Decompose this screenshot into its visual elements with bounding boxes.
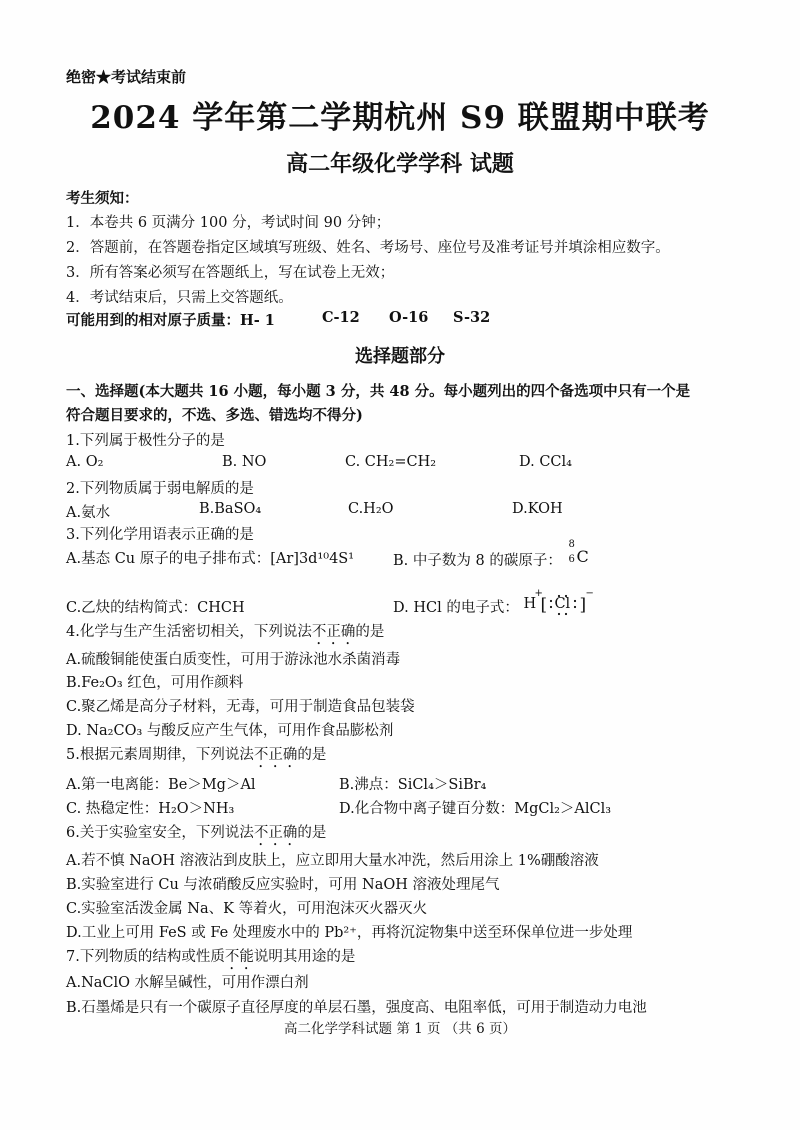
notice-item-4: 4．考试结束后，只需上交答题纸。 — [66, 290, 293, 306]
q5-stem-text: 5.根据元素周期律，下列说法 — [66, 747, 254, 763]
q4-option-d: D. Na₂CO₃ 与酸反应产生气体，可用作食品膨松剂 — [66, 723, 394, 739]
q7-stem-end: 说明其用途的是 — [253, 949, 356, 965]
q7-option-a: A.NaClO 水解呈碱性，可用作漂白剂 — [66, 975, 309, 991]
q6-stem — [66, 821, 326, 849]
electron-formula-h: H — [523, 596, 537, 612]
q1-stem: 1.下列属于极性分子的是 — [66, 433, 225, 449]
q5-stem-emphasis: 不正确 — [253, 747, 298, 763]
isotope-atomic-number: 6 — [568, 554, 575, 565]
q7-option-b: B.石墨烯是只有一个碳原子直径厚度的单层石墨，强度高、电阻率低，可用于制造动力电池 — [66, 1000, 647, 1016]
bracket-right: ] — [579, 595, 587, 615]
section-title: 选择题部分 — [355, 346, 445, 367]
notice-item-2: 2．答题前，在答题卷指定区域填写班级、姓名、考场号、座位号及准考证号并填涂相应数字。 — [66, 240, 670, 256]
q6-option-b: B.实验室进行 Cu 与浓硝酸反应实验时，可用 NaOH 溶液处理尾气 — [66, 877, 500, 893]
q1-option-d: D. CCl₄ — [519, 454, 572, 470]
q1-option-b: B. NO — [222, 454, 267, 470]
hcl-electron-formula — [523, 588, 594, 615]
q1-option-c: C. CH₂=CH₂ — [345, 454, 437, 470]
electron-formula-minus: − — [585, 588, 594, 599]
q6-option-c: C.实验室活泼金属 Na、K 等着火，可用泡沫灭火器灭火 — [66, 901, 428, 917]
q5-option-a: A.第一电离能：Be＞Mg＞Al — [66, 777, 256, 793]
q2-option-b: B.BaSO₄ — [199, 501, 262, 517]
page-title: 2024 学年第二学期杭州 S9 联盟期中联考 — [90, 100, 710, 136]
atomic-mass-s: S-32 — [453, 309, 491, 326]
q7-stem-emphasis: 不能 — [224, 949, 254, 965]
q3-stem: 3.下列化学用语表示正确的是 — [66, 527, 254, 543]
section-intro-line2: 符合题目要求的，不选、多选、错选均不得分) — [66, 407, 363, 424]
q5-option-d: D.化合物中离子键百分数：MgCl₂＞AlCl₃ — [339, 801, 612, 817]
q4-stem-text: 4.化学与生产生活密切相关，下列说法 — [66, 624, 312, 640]
notice-item-3: 3．所有答案必须写在答题纸上，写在试卷上无效； — [66, 265, 395, 281]
q2-option-c: C.H₂O — [348, 501, 394, 517]
q2-option-d: D.KOH — [512, 501, 563, 517]
q3-option-b-text: B. 中子数为 8 的碳原子： — [393, 553, 562, 569]
q3-option-a: A.基态 Cu 原子的电子排布式：[Ar]3d¹⁰4S¹ — [66, 551, 355, 567]
q5-stem-end: 的是 — [297, 747, 327, 763]
notice-title: 考生须知： — [66, 190, 139, 207]
q4-stem — [66, 620, 384, 648]
q1-option-a: A. O₂ — [66, 454, 104, 470]
q6-stem-text: 6.关于实验室安全，下列说法 — [66, 825, 254, 841]
q6-stem-emphasis: 不正确 — [253, 825, 298, 841]
q4-option-b: B.Fe₂O₃ 红色，可用作颜料 — [66, 675, 244, 691]
electron-formula-cl: Cl — [554, 596, 571, 612]
page-subtitle: 高二年级化学学科 试题 — [286, 151, 514, 177]
q5-stem — [66, 743, 326, 771]
section-intro-line1: 一、选择题(本大题共 16 小题，每小题 3 分，共 48 分。每小题列出的四个备选项中只有一个是 — [66, 383, 691, 400]
atomic-mass-h: H- 1 — [240, 312, 275, 329]
atomic-mass-label: 可能用到的相对原子质量： — [66, 312, 240, 329]
q7-stem-text: 7.下列物质的结构或性质 — [66, 949, 225, 965]
q7-stem — [66, 945, 355, 973]
q3-option-b — [393, 539, 592, 571]
notice-item-1: 1．本卷共 6 页满分 100 分，考试时间 90 分钟； — [66, 215, 391, 231]
confidential-label: 绝密★考试结束前 — [66, 68, 187, 86]
q3-option-d — [393, 588, 594, 617]
bracket-left: [ — [540, 595, 548, 615]
q3-option-c: C.乙炔的结构简式：CHCH — [66, 600, 245, 616]
carbon-isotope-symbol — [566, 539, 592, 571]
q4-stem-emphasis: 不正确 — [311, 624, 356, 640]
q4-stem-end: 的是 — [355, 624, 385, 640]
isotope-element: C — [576, 547, 589, 566]
q6-option-d: D.工业上可用 FeS 或 Fe 处理废水中的 Pb²⁺，再将沉淀物集中送至环保单位进一步处理 — [66, 925, 633, 941]
q6-option-a: A.若不慎 NaOH 溶液沾到皮肤上，应立即用大量水冲洗，然后用涂上 1%硼酸溶液 — [66, 853, 599, 869]
q5-option-b: B.沸点：SiCl₄＞SiBr₄ — [339, 777, 487, 793]
page-footer: 高二化学学科试题 第 1 页 （共 6 页） — [284, 1021, 516, 1037]
q3-option-d-text: D. HCl 的电子式： — [393, 600, 519, 616]
q5-option-c: C. 热稳定性：H₂O＞NH₃ — [66, 801, 235, 817]
atomic-mass-c: C-12 — [322, 309, 360, 326]
q6-stem-end: 的是 — [297, 825, 327, 841]
q4-option-c: C.聚乙烯是高分子材料，无毒，可用于制造食品包装袋 — [66, 699, 415, 715]
q2-stem: 2.下列物质属于弱电解质的是 — [66, 481, 254, 497]
electron-formula-plus: + — [534, 588, 543, 599]
q4-option-a: A.硫酸铜能使蛋白质变性，可用于游泳池水杀菌消毒 — [66, 652, 401, 668]
atomic-mass-line — [66, 309, 275, 330]
atomic-mass-o: O-16 — [389, 309, 429, 326]
isotope-mass-number: 8 — [568, 539, 575, 550]
q2-option-a: A.氨水 — [66, 505, 111, 521]
